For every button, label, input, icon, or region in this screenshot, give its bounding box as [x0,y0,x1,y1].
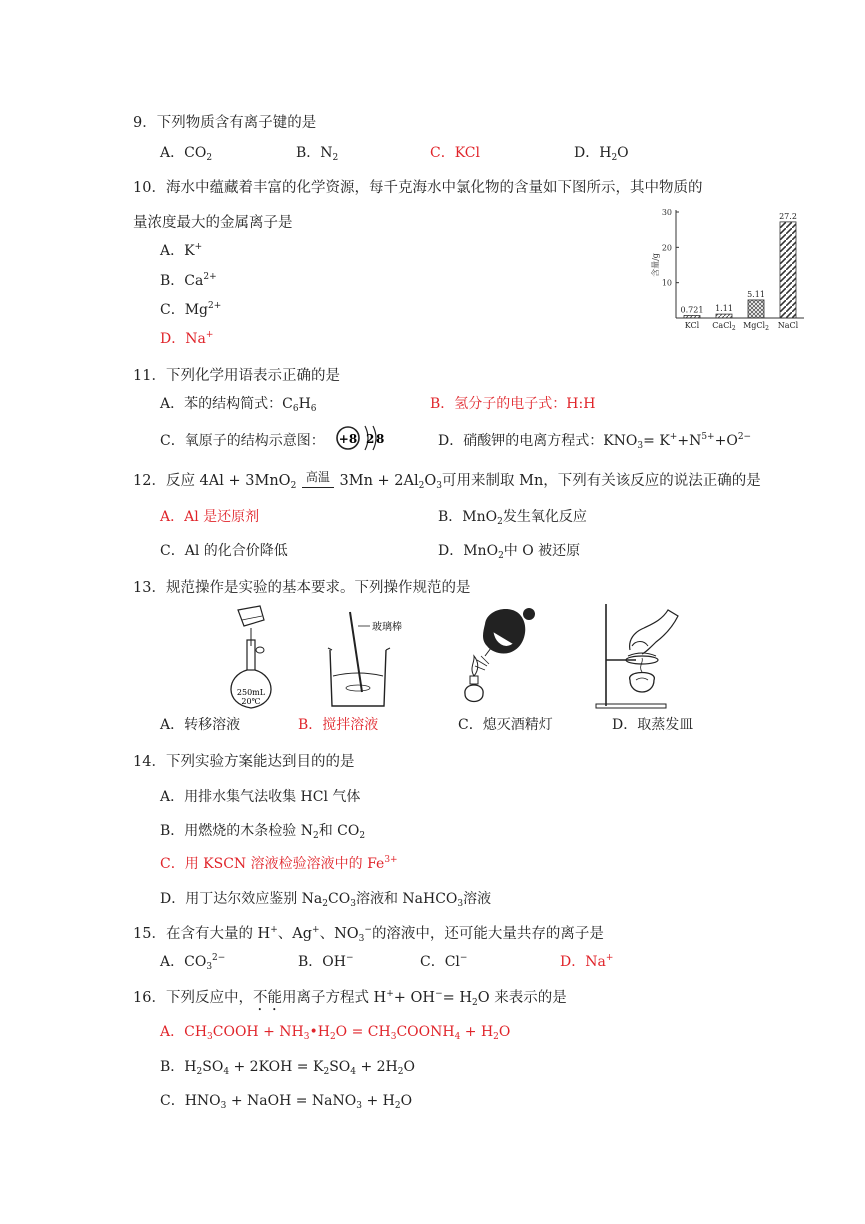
q9-stem: 9．下列物质含有离子键的是 [133,115,317,131]
chart-value-label: 1.11 [715,304,733,314]
q14-option-a: A．用排水集气法收集 HCl 气体 [160,789,361,805]
chart-category-label: NaCl [777,321,799,330]
q11-option-d: D．硝酸钾的电离方程式：$KNO_3= K^++N^{5+}+O^{2-}$ [438,432,752,451]
q14-stem: 14．下列实验方案能达到目的的是 [133,754,355,770]
chart-y-axis-label: 含量/g [651,253,660,277]
alcohol-lamp-blowing-illustration [455,604,565,712]
q10-option-a: A．K+ [160,242,203,259]
q14-option-b: B．用燃烧的木条检验 $N_2$和 $CO_2$ [160,823,366,841]
q11-option-a: A．苯的结构简式：$C_6H_6$ [160,396,317,414]
q16-option-c: C．$HNO_3$ + NaOH = NaNO$_3$ + $H_2O$ [160,1093,413,1111]
chart-category-label: KCl [684,321,700,330]
q9-option-b: B．$N_2$ [296,145,339,163]
q11-option-c: C．氧原子的结构示意图： [160,433,325,449]
q12-option-d: D．MnO$_2$中 O 被还原 [438,543,581,561]
chloride-content-chart [648,204,808,334]
shell-1-count: 2 [366,432,375,446]
q10-option-b: B．$Ca^{2+}$ [160,272,217,289]
q10-stem-line2: 量浓度最大的金属离子是 [133,215,293,231]
chart-y-tick-label: 10 [661,278,672,288]
q10-stem-line1: 10．海水中蕴藏着丰富的化学资源，每千克海水中氯化物的含量如下图所示，其中物质的 [133,180,703,196]
chart-bar-cacl2 [716,314,732,318]
q9-option-a: A．$CO_2$ [160,145,213,163]
q16-stem: 16．下列反应中，不能用离子方程式 $H^++ OH^-= H_2O$ 来表示的是 [133,989,567,1008]
q11-option-b: B．氢分子的电子式：H:H [430,396,596,412]
reaction-condition: 高温 [301,472,335,489]
chart-y-tick-label: 20 [661,243,672,253]
q13-option-c: C．熄灭酒精灯 [458,717,553,733]
chart-bar-kcl [684,315,700,318]
q15-stem: 15．在含有大量的 H+、Ag+、$NO_3^-$的溶液中，还可能大量共存的离子是 [133,925,604,944]
flask-volume-label: 250mL [236,688,266,697]
flask-temperature-label: 20℃ [241,697,261,706]
q12-option-b: B．MnO$_2$发生氧化反应 [438,509,587,527]
q14-option-d: D．用丁达尔效应鉴别 $Na_2CO_3$溶液和 NaHCO$_3$溶液 [160,891,492,909]
emphasized-negation: 不能 [252,990,282,1006]
q11-stem: 11．下列化学用语表示正确的是 [133,368,340,384]
q15-option-b: B．OH− [298,953,354,970]
q15-option-a: A．$CO_3^{2-}$ [160,953,226,972]
q16-option-b: B．$H_2SO_4 + 2KOH = K_2SO_4 + 2H_2O$ [160,1059,415,1077]
q9-option-c: C．KCl [430,145,480,161]
q15-option-c: C．Cl− [420,953,468,970]
shell-2-count: 8 [376,432,385,446]
q15-option-d: D．Na+ [560,953,614,970]
oxygen-atom-diagram [334,422,394,454]
q10-option-d: D．Na+ [160,330,214,347]
nucleus-charge: +8 [338,432,358,446]
chart-category-label: MgCl$_2$ [743,321,769,332]
chart-category-label: CaCl$_2$ [712,321,736,332]
q12-option-a: A．Al 是还原剂 [160,509,260,525]
q12-option-c: C．Al 的化合价降低 [160,543,288,559]
q10-option-c: C．$Mg^{2+}$ [160,301,222,318]
chart-value-label: 5.11 [747,289,765,299]
q13-stem: 13．规范操作是实验的基本要求。下列操作规范的是 [133,580,471,596]
chart-svg [648,204,808,334]
q13-option-d: D．取蒸发皿 [612,717,694,733]
chart-bar-nacl [780,222,796,318]
glass-rod-label: 玻璃棒 [372,622,402,633]
q13-option-a: A．转移溶液 [160,717,241,733]
beaker-stirring-illustration [322,604,442,712]
q13-option-b: B．搅拌溶液 [298,717,379,733]
chart-y-tick-label: 30 [661,208,672,217]
q12-stem: 12．反应 4Al + 3MnO$_2$ $^{高温}$ $3Mn + 2Al_2O_3$可用来制取 Mn，下列有关该反应的说法正确的是 [133,470,761,491]
chart-value-label: 27.2 [779,211,797,221]
q14-option-c: C．用 KSCN 溶液检验溶液中的 $Fe^{3+}$ [160,855,398,872]
chart-value-label: 0.721 [680,305,704,315]
q9-option-d: D．$H_2O$ [574,145,629,163]
q16-option-a: A．$CH_3COOH$ + $NH_3•H_2O$ = $CH_3COONH_4 + H_2O$ [160,1024,511,1042]
evaporating-dish-illustration [592,600,702,712]
chart-bar-mgcl2 [748,300,764,318]
volumetric-flask-illustration [220,604,290,712]
